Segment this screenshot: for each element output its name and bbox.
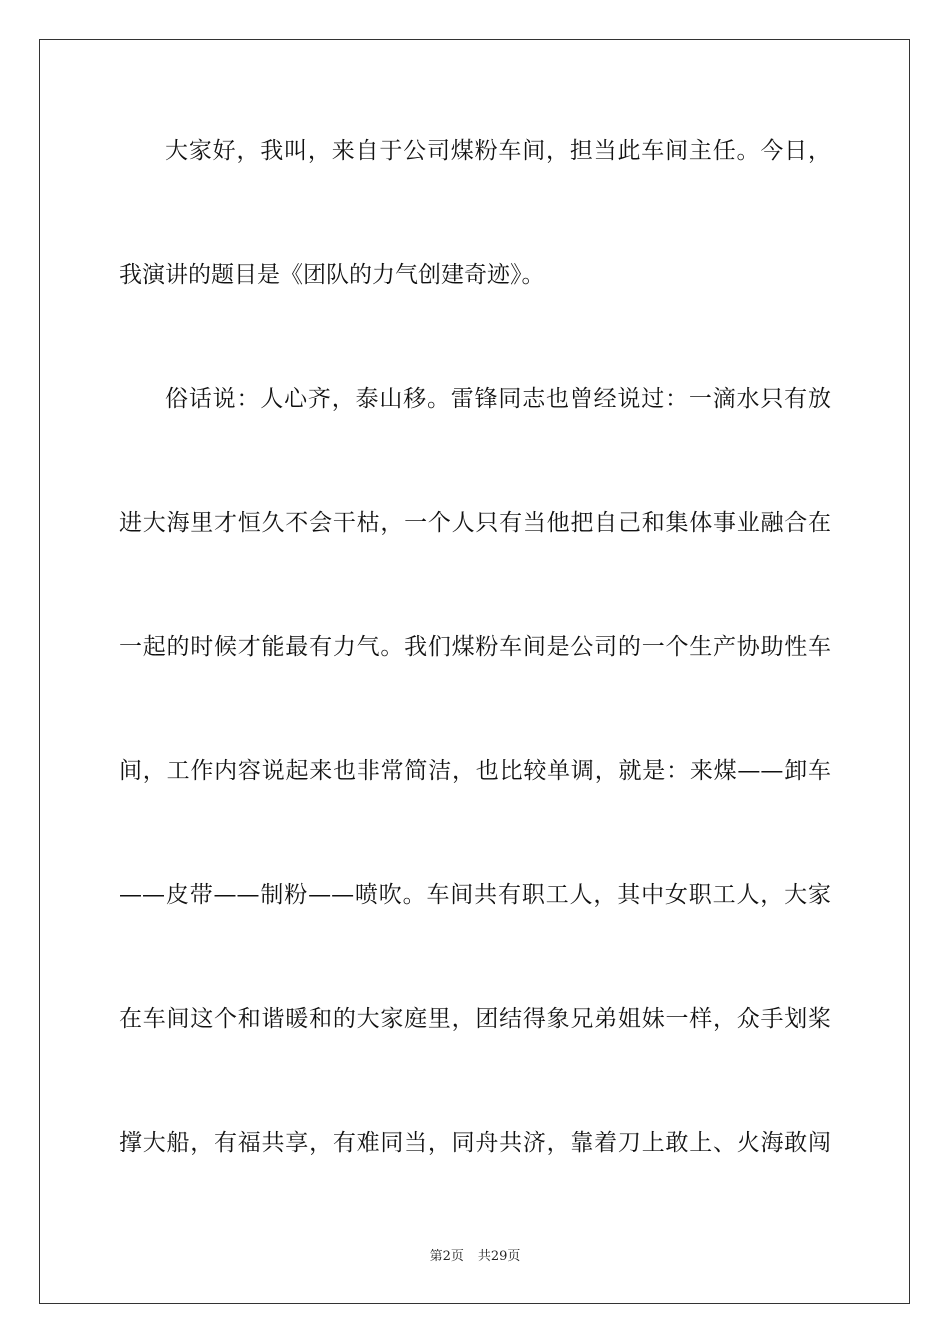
paragraph-2-line-6: 在车间这个和谐暖和的大家庭里，团结得象兄弟姐妹一样，众手划桨 xyxy=(119,1006,831,1032)
paragraph-2-line-2: 进大海里才恒久不会干枯，一个人只有当他把自己和集体事业融合在 xyxy=(119,510,831,536)
paragraph-2-line-5: ——皮带——制粉——喷吹。车间共有职工人，其中女职工人，大家 xyxy=(119,882,831,908)
page-frame xyxy=(39,39,910,1304)
paragraph-2-line-3: 一起的时候才能最有力气。我们煤粉车间是公司的一个生产协助性车 xyxy=(119,634,831,660)
page-number: 第2页 xyxy=(429,1249,464,1264)
paragraph-1-line-1: 大家好，我叫，来自于公司煤粉车间，担当此车间主任。今日， xyxy=(165,138,831,164)
page-footer xyxy=(0,1248,950,1266)
paragraph-2-line-4: 间，工作内容说起来也非常简洁，也比较单调，就是：来煤——卸车 xyxy=(119,758,831,784)
paragraph-2-line-7: 撑大船，有福共享，有难同当，同舟共济，靠着刀上敢上、火海敢闯 xyxy=(119,1130,831,1156)
paragraph-2-line-1: 俗话说：人心齐，泰山移。雷锋同志也曾经说过：一滴水只有放 xyxy=(165,386,831,412)
page-total: 共29页 xyxy=(477,1249,521,1264)
paragraph-1-line-2: 我演讲的题目是《团队的力气创建奇迹》。 xyxy=(119,262,545,288)
